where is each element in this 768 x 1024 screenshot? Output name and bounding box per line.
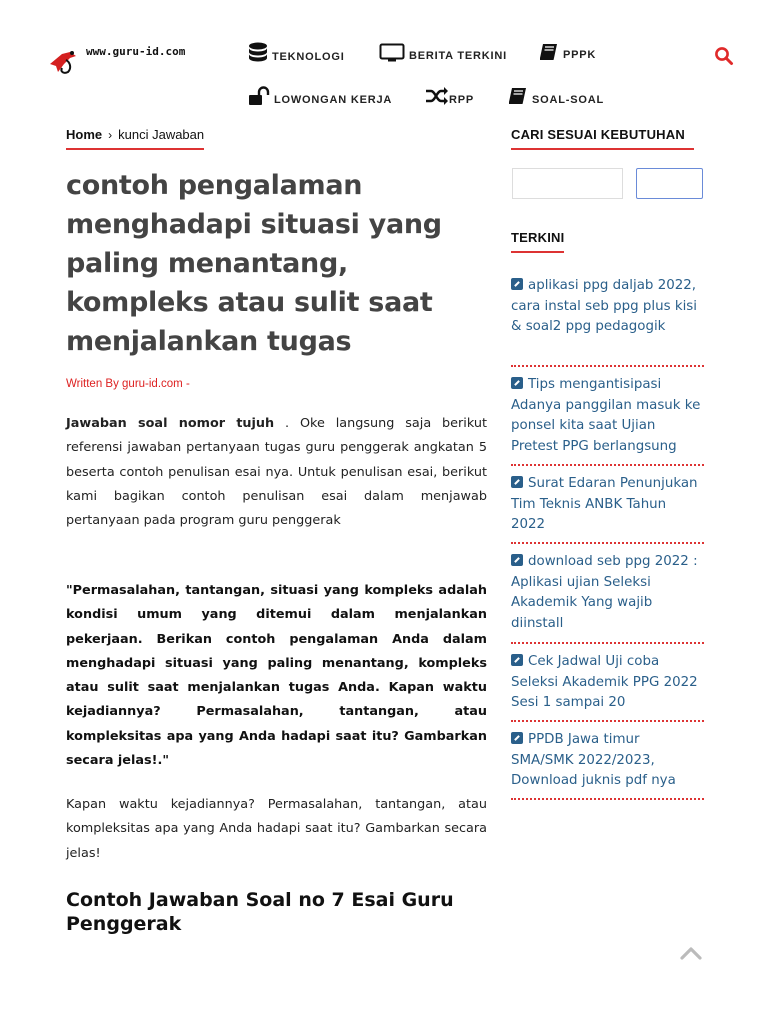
- nav-label: PPPK: [563, 49, 597, 61]
- nav-label: SOAL-SOAL: [532, 94, 604, 106]
- recent-post-link[interactable]: [511, 375, 704, 457]
- chevron-up-icon: [680, 945, 702, 961]
- nav-item-rpp[interactable]: [425, 86, 474, 106]
- recent-post-title: Surat Edaran Penunjukan Tim Teknis ANBK Tahun 2022: [511, 476, 698, 533]
- database-icon: [248, 42, 268, 64]
- unlock-icon: [248, 86, 270, 106]
- nav-item-teknologi[interactable]: [248, 42, 345, 64]
- recent-divider: [511, 464, 704, 466]
- recent-post-link[interactable]: [511, 276, 704, 338]
- recent-post-link[interactable]: [511, 730, 704, 792]
- breadcrumb: [66, 127, 204, 150]
- site-logo[interactable]: [48, 42, 198, 78]
- recent-post-title: aplikasi ppg daljab 2022, cara instal seb ppg plus kisi & soal2 ppg pedagogik: [511, 278, 697, 335]
- logo-text: www.guru-id.com: [86, 45, 186, 58]
- back-to-top-button[interactable]: [680, 945, 702, 961]
- recent-divider: [511, 365, 704, 367]
- recent-divider: [511, 542, 704, 544]
- question-quote: "Permasalahan, tantangan, situasi yang kompleks adalah kondisi umum yang ditemui dalam menjalankan pekerjaan. Berikan contoh pengalaman Anda dalam menghadapi situasi yang paling menantang, kompleks atau sulit saat menjalankan tugas Anda. Kapan waktu kejadiannya? Permasalahan, tantangan, atau kompleksitas apa yang Anda hadapi saat itu? Gambarkan secara jelas!.": [66, 583, 487, 769]
- recent-divider: [511, 720, 704, 722]
- monitor-icon: [379, 43, 405, 63]
- logo-mark-icon: [48, 42, 88, 78]
- recent-post-link[interactable]: [511, 474, 704, 536]
- edit-icon: [511, 278, 523, 290]
- nav-label: LOWONGAN KERJA: [274, 94, 393, 106]
- article-byline: [66, 378, 190, 390]
- nav-label: TEKNOLOGI: [272, 51, 345, 63]
- edit-icon: [511, 732, 523, 744]
- intro-text: . Oke langsung saja berikut referensi jawaban pertanyaan tugas guru penggerak angkatan 5 beserta contoh penulisan esai nya. Untuk penulisan esai, berikut kami bagikan contoh penulisan esai dalam menjawab pertanyaan pada program guru penggerak: [66, 416, 488, 529]
- nav-label: BERITA TERKINI: [409, 50, 507, 62]
- breadcrumb-category-link[interactable]: kunci Jawaban: [118, 127, 205, 142]
- nav-item-soal-soal[interactable]: [508, 86, 604, 106]
- recent-post-link[interactable]: [511, 552, 704, 634]
- book-icon: [508, 87, 528, 105]
- nav-item-berita-terkini[interactable]: [379, 43, 507, 63]
- section-heading: Contoh Jawaban Soal no 7 Esai Guru Penggerak: [66, 889, 454, 935]
- nav-item-pppk[interactable]: [539, 43, 596, 61]
- intro-bold-text: Jawaban soal nomor tujuh: [66, 416, 275, 431]
- sidebar-search-heading: CARI SESUAI KEBUTUHAN: [511, 127, 694, 150]
- shuffle-icon: [425, 87, 449, 105]
- nav-item-lowongan-kerja[interactable]: [248, 86, 392, 106]
- sidebar-search-button[interactable]: [636, 168, 703, 199]
- article-paragraph: Kapan waktu kejadiannya? Permasalahan, tantangan, atau kompleksitas apa yang Anda hadapi saat itu? Gambarkan secara jelas!: [66, 797, 487, 861]
- byline-prefix: Written By: [66, 378, 119, 390]
- recent-post-title: Cek Jadwal Uji coba Seleksi Akademik PPG 2022 Sesi 1 sampai 20: [511, 654, 698, 711]
- edit-icon: [511, 476, 523, 488]
- author-link[interactable]: guru-id.com: [122, 378, 183, 390]
- edit-icon: [511, 654, 523, 666]
- sidebar-recent-heading: TERKINI: [511, 230, 564, 253]
- nav-label: RPP: [449, 94, 475, 106]
- breadcrumb-separator: ›: [108, 127, 113, 142]
- search-icon: [714, 46, 734, 66]
- recent-post-title: download seb ppg 2022 : Aplikasi ujian Seleksi Akademik Yang wajib diinstall: [511, 554, 698, 631]
- sidebar-search-input[interactable]: [512, 168, 623, 199]
- recent-divider: [511, 642, 704, 644]
- search-button[interactable]: [714, 46, 734, 66]
- byline-suffix: -: [185, 378, 190, 390]
- edit-icon: [511, 377, 523, 389]
- edit-icon: [511, 554, 523, 566]
- article-title: contoh pengalaman menghadapi situasi yang paling menantang, kompleks atau sulit saat menjalankan tugas: [66, 170, 442, 357]
- article-intro-paragraph: [66, 412, 487, 533]
- breadcrumb-home-link[interactable]: Home: [66, 127, 103, 142]
- book-icon: [539, 43, 559, 61]
- recent-divider: [511, 798, 704, 800]
- recent-post-title: PPDB Jawa timur SMA/SMK 2022/2023, Download juknis pdf nya: [511, 732, 676, 789]
- recent-post-link[interactable]: [511, 652, 704, 714]
- recent-post-title: Tips mengantisipasi Adanya panggilan masuk ke ponsel kita saat Ujian Pretest PPG berlangsung: [511, 377, 701, 454]
